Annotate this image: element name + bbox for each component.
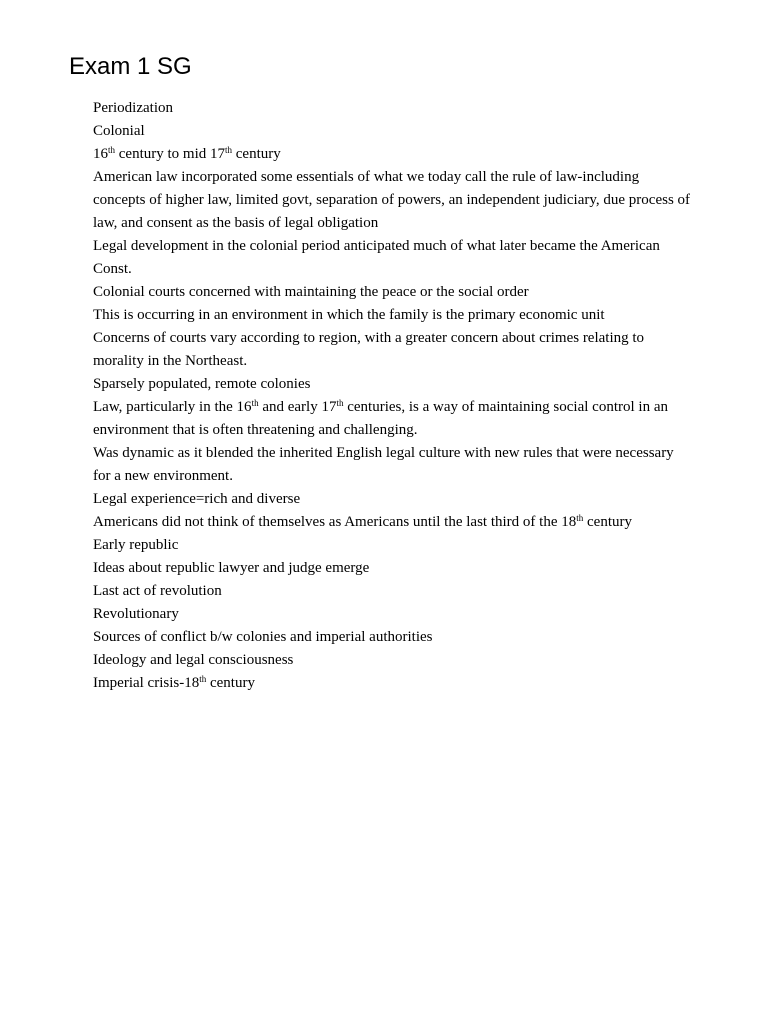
text-line	[93, 534, 693, 557]
text-line	[93, 120, 693, 143]
superscript: th	[225, 145, 233, 155]
text-segment: Colonial	[93, 123, 145, 139]
text-segment: Americans did not think of themselves as Americans until the last third of the 18	[93, 514, 577, 530]
text-line	[93, 580, 693, 603]
text-line	[93, 396, 693, 442]
text-line	[93, 626, 693, 649]
text-segment: centuries, is a way of maintaining social control in an environment that is often threatening and challenging.	[93, 399, 668, 438]
text-line	[93, 304, 693, 327]
superscript: th	[576, 513, 584, 523]
text-line	[93, 281, 693, 304]
text-segment: century	[206, 675, 255, 691]
text-line	[93, 511, 693, 534]
text-segment: Early republic	[93, 537, 179, 553]
text-line	[93, 373, 693, 396]
superscript: th	[251, 398, 259, 408]
text-segment: Was dynamic as it blended the inherited English legal culture with new rules that were necessary for a new environment.	[93, 445, 674, 484]
text-segment: Last act of revolution	[93, 583, 222, 599]
text-segment: Sources of conflict b/w colonies and imperial authorities	[93, 629, 433, 645]
text-line	[93, 672, 693, 695]
text-line	[93, 143, 693, 166]
text-segment: Imperial crisis-18	[93, 675, 200, 691]
text-line	[93, 327, 693, 373]
text-segment: century to mid 17	[115, 146, 225, 162]
text-segment: century	[583, 514, 632, 530]
document-body	[93, 97, 693, 695]
text-segment: Concerns of courts vary according to region, with a greater concern about crimes relating to morality in the Northeast.	[93, 330, 645, 369]
text-line	[93, 603, 693, 626]
document-title: Exam 1 SG	[69, 53, 192, 80]
superscript: th	[108, 145, 116, 155]
text-line	[93, 97, 693, 120]
text-segment: Law, particularly in the 16	[93, 399, 252, 415]
text-segment: Ideology and legal consciousness	[93, 652, 294, 668]
text-segment: Periodization	[93, 100, 173, 116]
text-segment: Revolutionary	[93, 606, 179, 622]
text-line	[93, 442, 693, 488]
text-segment: Sparsely populated, remote colonies	[93, 376, 311, 392]
text-segment: 16	[93, 146, 108, 162]
text-line	[93, 557, 693, 580]
superscript: th	[199, 674, 207, 684]
text-segment: century	[232, 146, 281, 162]
text-segment: Legal experience=rich and diverse	[93, 491, 301, 507]
superscript: th	[336, 398, 344, 408]
text-segment: Ideas about republic lawyer and judge emerge	[93, 560, 370, 576]
text-segment: This is occurring in an environment in which the family is the primary economic unit	[93, 307, 605, 323]
text-segment: American law incorporated some essentials of what we today call the rule of law-including concepts of higher law, limited govt, separation of powers, an independent judiciary, due process of law, and consent as the basis of legal obligation	[93, 169, 691, 231]
text-line	[93, 235, 693, 281]
text-line	[93, 166, 693, 235]
text-line	[93, 649, 693, 672]
text-segment: Colonial courts concerned with maintaining the peace or the social order	[93, 284, 529, 300]
text-segment: Legal development in the colonial period anticipated much of what later became the American Const.	[93, 238, 660, 277]
text-segment: and early 17	[258, 399, 337, 415]
text-line	[93, 488, 693, 511]
